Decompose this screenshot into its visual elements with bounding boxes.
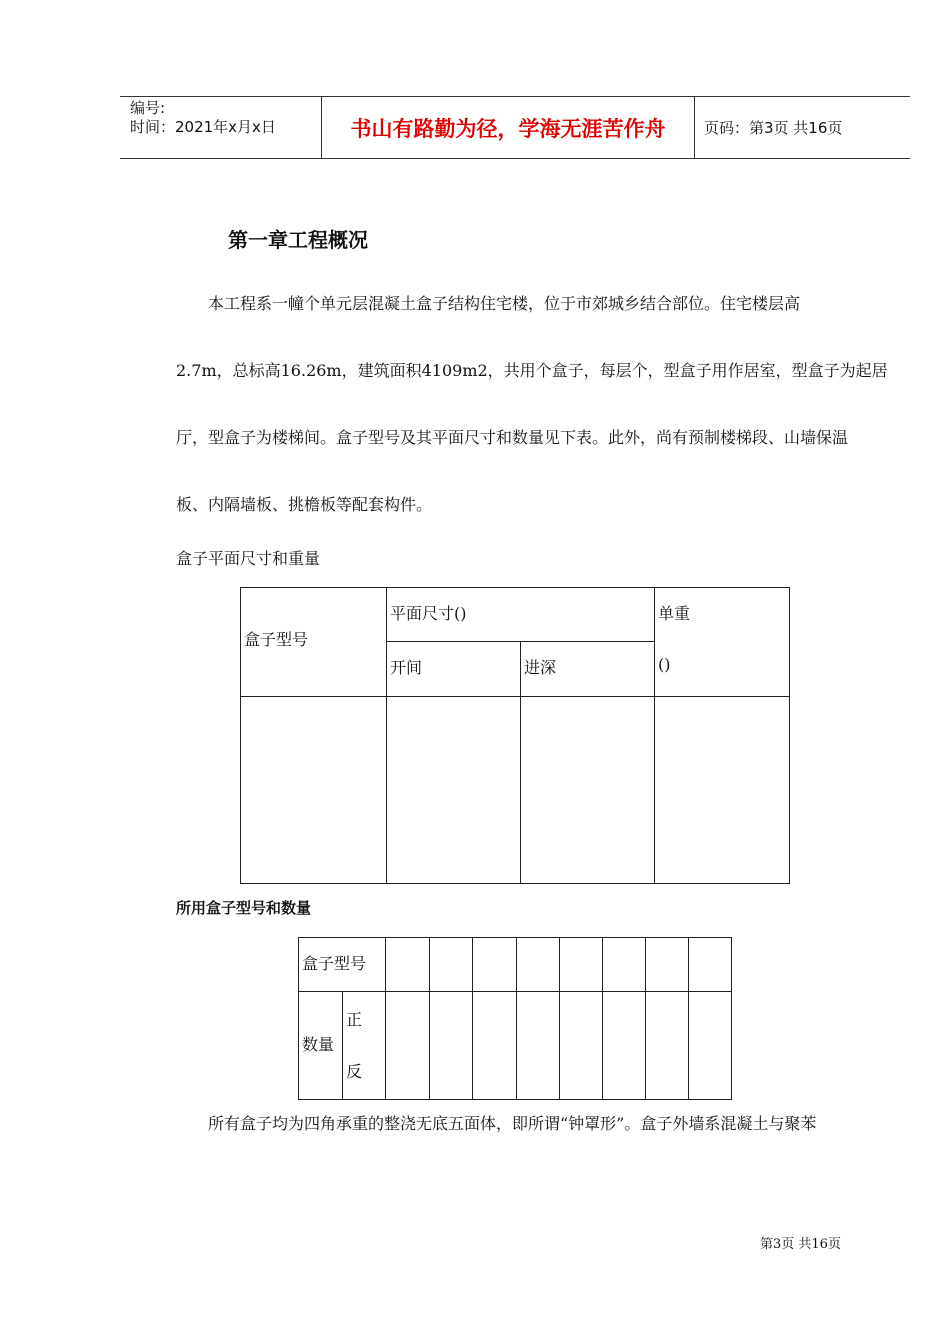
table-border xyxy=(240,587,790,588)
chapter-title: 第一章工程概况 xyxy=(228,228,368,252)
table-rule xyxy=(240,696,790,697)
page-header xyxy=(120,96,910,159)
table-rule xyxy=(520,641,521,884)
header-unit-weight-unit: () xyxy=(658,655,671,674)
table-rule xyxy=(472,937,473,1100)
table-rule xyxy=(516,937,517,1100)
header-meta xyxy=(130,99,276,137)
header-depth: 进深 xyxy=(524,658,557,677)
table2-caption: 所用盒子型号和数量 xyxy=(176,899,312,917)
table-rule xyxy=(688,937,689,1100)
header-time: 时间：2021年x月x日 xyxy=(130,118,276,136)
header-model: 盒子型号 xyxy=(244,630,309,649)
table-border xyxy=(298,937,299,1100)
table1-caption: 盒子平面尺寸和重量 xyxy=(176,549,321,568)
row-quantity-label: 数量 xyxy=(302,1035,335,1054)
table-rule xyxy=(386,587,387,884)
table-rule xyxy=(342,991,343,1100)
header-unit-weight: 单重 xyxy=(658,604,691,623)
paragraph-line: 所有盒子均为四角承重的整浇无底五面体，即所谓“钟罩形”。盒子外墙系混凝土与聚苯 xyxy=(176,1114,817,1133)
paragraph-line: 板、内隔墙板、挑檐板等配套构件。 xyxy=(176,495,433,514)
row-model-label: 盒子型号 xyxy=(302,954,367,973)
paragraph-line: 厅，型盒子为楼梯间。盒子型号及其平面尺寸和数量见下表。此外，尚有预制楼梯段、山墙保温 xyxy=(176,428,849,447)
table-rule xyxy=(429,937,430,1100)
header-plan-size: 平面尺寸() xyxy=(390,604,467,623)
table-border xyxy=(789,587,790,884)
table-border xyxy=(240,883,790,884)
table-rule xyxy=(654,587,655,884)
header-page-number: 页码：第3页 共16页 xyxy=(704,119,843,137)
paragraph-line: 本工程系一幢个单元层混凝土盒子结构住宅楼，位于市郊城乡结合部位。住宅楼层高 xyxy=(176,294,801,313)
table-rule xyxy=(298,991,732,992)
table-border xyxy=(298,1099,732,1100)
table-rule xyxy=(559,937,560,1100)
page-footer: 第3页 共16页 xyxy=(760,1237,841,1252)
header-number: 编号: xyxy=(130,99,166,117)
paragraph-line: 2.7m，总标高16.26m，建筑面积4109m2，共用个盒子，每层个，型盒子用作居室，型盒子为起居 xyxy=(176,361,888,380)
table-border xyxy=(298,937,732,938)
row-front-label: 正 xyxy=(346,1010,363,1029)
table-rule xyxy=(602,937,603,1100)
model-quantity-table xyxy=(298,937,732,1100)
header-motto: 书山有路勤为径，学海无涯苦作舟 xyxy=(350,116,666,141)
header-divider xyxy=(694,97,695,158)
dimension-weight-table xyxy=(240,587,790,884)
table-rule xyxy=(385,937,386,1100)
table-border xyxy=(240,587,241,884)
header-bay: 开间 xyxy=(390,658,423,677)
table-rule xyxy=(645,937,646,1100)
table-border xyxy=(731,937,732,1100)
row-back-label: 反 xyxy=(346,1062,363,1081)
